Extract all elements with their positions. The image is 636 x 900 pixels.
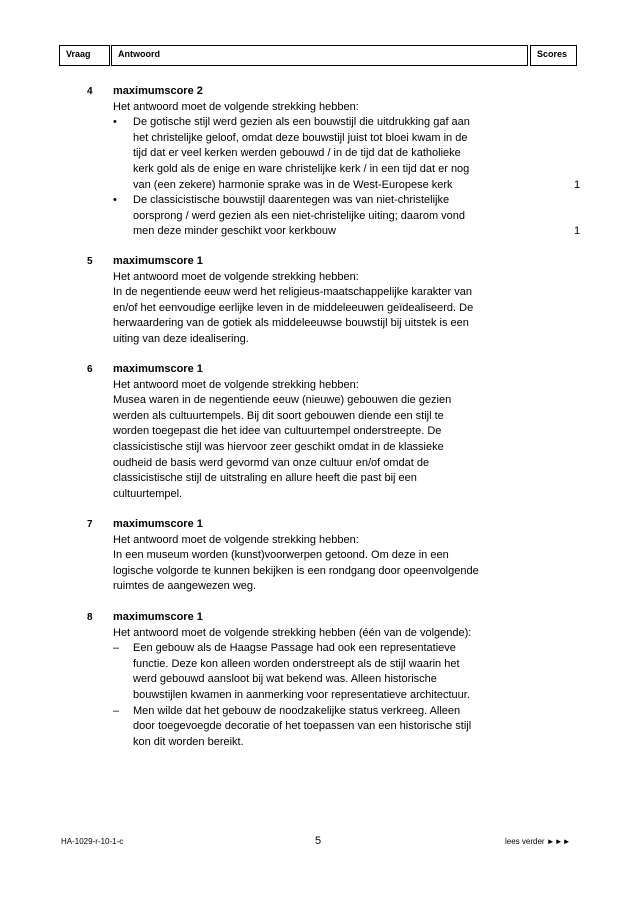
dash-marker: – (113, 704, 120, 717)
question-number: 5 (87, 256, 93, 267)
text-line: Musea waren in de negentiende eeuw (nieuwe) gebouwen die gezien (113, 394, 452, 407)
dash-item (113, 704, 533, 751)
answer-intro: Het antwoord moet de volgende strekking hebben: (113, 100, 359, 113)
footer-exam-code: HA-1029-r-10-1-c (61, 837, 124, 846)
answer-body (113, 254, 533, 348)
dash-marker: – (113, 642, 120, 655)
maximumscore: maximumscore 2 (113, 85, 203, 97)
text-line: tijd dat er veel kerken werden gebouwd / in de tijd dat de katholieke (133, 147, 461, 160)
text-line: oorsprong / werd gezien als een niet-christelijke uiting; daarom vond (133, 209, 466, 222)
text-line: classicistische stijl was hiervoor zeer geschikt omdat in de klassieke (113, 440, 444, 453)
text-line: worden toegepast die het idee van cultuurtempel onderstreepte. De (113, 425, 442, 438)
answer-intro: Het antwoord moet de volgende strekking hebben: (113, 270, 359, 283)
header-scores-label: Scores (537, 49, 568, 59)
text-line: oudheid de basis werd gevormd van onze cultuur en/of omdat de (113, 456, 430, 469)
text-line: herwaardering van de gotiek als middeleeuwse bouwstijl bij uitstek is een (113, 317, 469, 330)
header-scores-cell (530, 45, 577, 66)
text-line: uiting van deze idealisering. (113, 332, 249, 345)
answer-body (113, 517, 533, 595)
text-line: kerk gold als de enige en ware christelijke kerk / in een tijd dat er nog (133, 162, 470, 175)
text-line: bouwstijlen kwamen in aanmerking voor representatieve architectuur. (133, 688, 470, 701)
footer-page-number: 5 (315, 835, 322, 847)
dash-item (113, 641, 533, 703)
text-line: De classicistische bouwstijl daarentegen was van niet-christelijke (133, 194, 450, 207)
answer-intro: Het antwoord moet de volgende strekking hebben (één van de volgende): (113, 626, 472, 639)
answer-body (113, 362, 533, 502)
score-value: 1 (574, 225, 581, 238)
text-line: men deze minder geschikt voor kerkbouw (133, 225, 336, 238)
maximumscore: maximumscore 1 (113, 363, 203, 375)
text-line: De gotische stijl werd gezien als een bouwstijl die uitdrukking gaf aan (133, 116, 470, 129)
header-vraag-label: Vraag (66, 49, 91, 59)
question-number: 8 (87, 612, 93, 623)
text-line: ruimtes de aangewezen weg. (113, 580, 257, 593)
text-line: door toegevoegde decoratie of het toepassen van een historische stijl (133, 720, 472, 733)
answer-body (113, 610, 533, 750)
text-line: en/of het eenvoudige eerlijke leven in de middeleeuwen geïdealiseerd. De (113, 301, 474, 314)
answer-intro: Het antwoord moet de volgende strekking hebben: (113, 533, 359, 546)
question-number: 7 (87, 519, 93, 530)
header-vraag-cell (59, 45, 110, 66)
text-line: kon dit worden bereikt. (133, 735, 244, 748)
bullet-marker: • (113, 194, 117, 207)
text-line: In de negentiende eeuw werd het religieus-maatschappelijke karakter van (113, 286, 472, 299)
text-line: logische volgorde te kunnen bekijken is een rondgang door opeenvolgende (113, 564, 479, 577)
bullet-marker: • (113, 116, 117, 129)
answer-intro: Het antwoord moet de volgende strekking hebben: (113, 378, 359, 391)
maximumscore: maximumscore 1 (113, 518, 203, 530)
text-line: cultuurtempel. (113, 487, 183, 500)
text-line: classicistische stijl de uitstraling en allure heeft die past bij een (113, 472, 417, 485)
bullet-item (113, 193, 533, 240)
maximumscore: maximumscore 1 (113, 611, 203, 623)
text-line: In een museum worden (kunst)voorwerpen getoond. Om deze in een (113, 549, 449, 562)
header-antwoord-label: Antwoord (118, 49, 160, 59)
score-value: 1 (574, 178, 581, 191)
text-line: Men wilde dat het gebouw de noodzakelijke status verkreeg. Alleen (133, 704, 461, 717)
text-line: werd gebouwd aansloot bij wat bekend was. Alleen historische (133, 673, 437, 686)
text-line: werden als cultuurtempels. Bij dit soort gebouwen diende een stijl te (113, 409, 444, 422)
text-line: functie. Deze kon alleen worden onderstreept als de stijl waarin het (133, 657, 460, 670)
text-line: Een gebouw als de Haagse Passage had ook een representatieve (133, 642, 456, 655)
bullet-item (113, 115, 533, 193)
answer-body (113, 84, 533, 240)
text-line: van (een zekere) harmonie sprake was in de West-Europese kerk (133, 178, 453, 191)
header-antwoord-cell (111, 45, 528, 66)
question-number: 6 (87, 364, 93, 375)
question-number: 4 (87, 86, 93, 97)
text-line: het christelijke geloof, omdat deze bouwstijl juist tot bloei kwam in de (133, 131, 468, 144)
footer-continue-label: lees verder ►►► (505, 837, 571, 846)
maximumscore: maximumscore 1 (113, 255, 203, 267)
